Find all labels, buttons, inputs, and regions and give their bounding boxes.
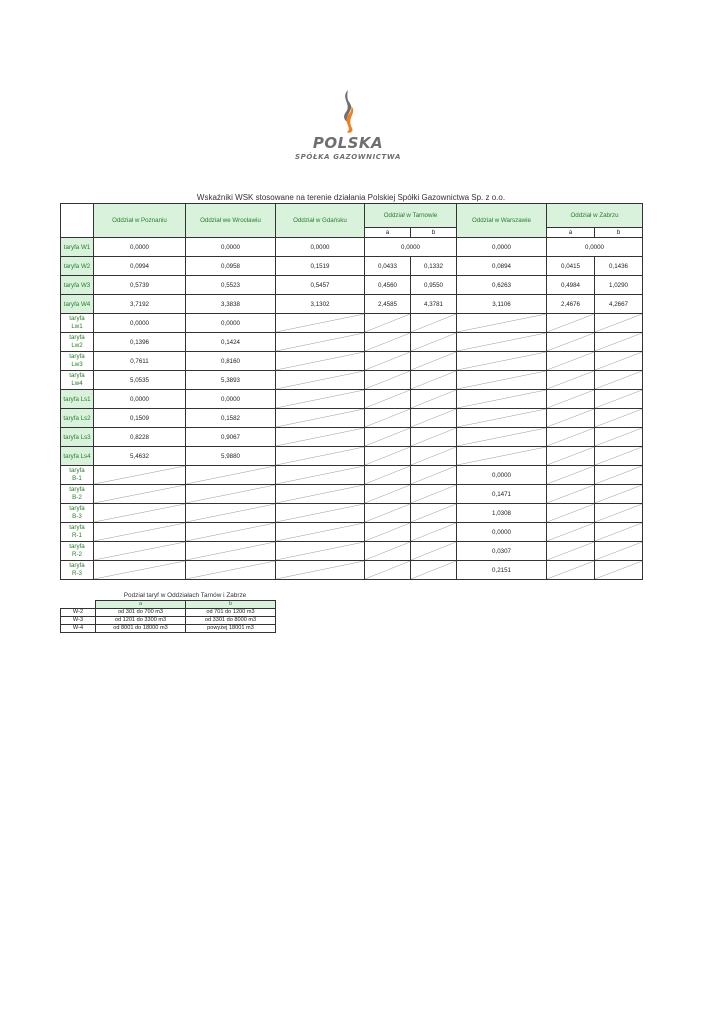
cell-value: 5,0535 — [94, 371, 186, 390]
empty-cell — [365, 409, 411, 428]
empty-cell — [276, 504, 365, 523]
cell-value: 0,0000 — [457, 238, 547, 257]
empty-cell — [94, 504, 186, 523]
table-row — [61, 257, 643, 276]
header-tarnow-b: b — [411, 228, 457, 238]
empty-cell — [365, 333, 411, 352]
cell-value: 5,4632 — [94, 447, 186, 466]
empty-cell — [94, 523, 186, 542]
empty-cell — [411, 314, 457, 333]
cell-value: 0,4984 — [547, 276, 595, 295]
cell-value: 0,1471 — [457, 485, 547, 504]
row-label: taryfa R-2 — [61, 542, 94, 561]
cell-value: 0,5457 — [276, 276, 365, 295]
empty-cell — [547, 428, 595, 447]
empty-cell — [411, 390, 457, 409]
header-poznan: Oddział w Poznaniu — [94, 204, 186, 238]
empty-cell — [595, 542, 643, 561]
empty-cell — [276, 314, 365, 333]
empty-cell — [365, 523, 411, 542]
cell-value: 0,0415 — [547, 257, 595, 276]
empty-cell — [276, 523, 365, 542]
empty-cell — [276, 390, 365, 409]
cell-value: 0,0000 — [94, 238, 186, 257]
cell-value: 0,1519 — [276, 257, 365, 276]
empty-cell — [457, 352, 547, 371]
cell-value: 0,8228 — [94, 428, 186, 447]
empty-cell — [457, 409, 547, 428]
row-label: taryfa B-1 — [61, 466, 94, 485]
empty-cell — [595, 485, 643, 504]
empty-cell — [411, 371, 457, 390]
table-row — [61, 485, 643, 504]
empty-cell — [547, 447, 595, 466]
empty-cell — [457, 314, 547, 333]
empty-cell — [186, 466, 276, 485]
empty-cell — [186, 542, 276, 561]
row-label: taryfa Ls2 — [61, 409, 94, 428]
empty-cell — [186, 485, 276, 504]
cell-value: 0,9067 — [186, 428, 276, 447]
empty-cell — [547, 523, 595, 542]
empty-cell — [276, 561, 365, 580]
table-row — [61, 352, 643, 371]
row-label: W-3 — [61, 617, 96, 625]
header-tarnow-a: a — [365, 228, 411, 238]
cell-value: 0,2151 — [457, 561, 547, 580]
cell-value: 5,3893 — [186, 371, 276, 390]
empty-cell — [94, 542, 186, 561]
empty-cell — [595, 409, 643, 428]
cell-value: 0,0994 — [94, 257, 186, 276]
empty-cell — [411, 447, 457, 466]
cell-value: 0,8160 — [186, 352, 276, 371]
cell-value: 0,0000 — [94, 390, 186, 409]
cell-value: 3,7192 — [94, 295, 186, 314]
cell-value: 3,3838 — [186, 295, 276, 314]
cell-value: 2,4676 — [547, 295, 595, 314]
empty-cell — [186, 523, 276, 542]
empty-cell — [595, 371, 643, 390]
row-label: taryfa Lw2 — [61, 333, 94, 352]
empty-cell — [547, 466, 595, 485]
empty-cell — [595, 447, 643, 466]
empty-cell — [411, 352, 457, 371]
cell-value: 0,0000 — [186, 314, 276, 333]
table-row — [61, 523, 643, 542]
table-row — [61, 371, 643, 390]
cell-value: 0,0307 — [457, 542, 547, 561]
empty-cell — [411, 466, 457, 485]
empty-cell — [365, 371, 411, 390]
empty-cell — [365, 542, 411, 561]
row-label: taryfa W4 — [61, 295, 94, 314]
empty-cell — [457, 428, 547, 447]
row-label: taryfa W1 — [61, 238, 94, 257]
empty-cell — [595, 561, 643, 580]
logo-subtitle: SPÓŁKA GAZOWNICTWA — [295, 153, 401, 161]
table-row — [61, 542, 643, 561]
empty-cell — [365, 428, 411, 447]
header-zabrze-b: b — [595, 228, 643, 238]
empty-cell — [547, 352, 595, 371]
empty-cell — [365, 447, 411, 466]
subtable-corner — [61, 601, 96, 609]
table-row — [61, 447, 643, 466]
table-row — [61, 609, 276, 617]
empty-cell — [94, 466, 186, 485]
table-row — [61, 428, 643, 447]
cell-value: 0,0000 — [186, 390, 276, 409]
cell-value: 1,0308 — [457, 504, 547, 523]
cell-value: 0,0958 — [186, 257, 276, 276]
empty-cell — [411, 485, 457, 504]
empty-cell — [595, 428, 643, 447]
row-label: taryfa Lw3 — [61, 352, 94, 371]
empty-cell — [276, 485, 365, 504]
empty-cell — [411, 523, 457, 542]
empty-cell — [547, 371, 595, 390]
empty-cell — [547, 314, 595, 333]
empty-cell — [595, 523, 643, 542]
subtable-header-b: b — [186, 601, 276, 609]
row-label: taryfa Lw4 — [61, 371, 94, 390]
empty-cell — [595, 333, 643, 352]
row-label: taryfa R-3 — [61, 561, 94, 580]
row-label: taryfa B-2 — [61, 485, 94, 504]
empty-cell — [186, 561, 276, 580]
cell-value: 0,7611 — [94, 352, 186, 371]
cell-value: 0,0000 — [457, 466, 547, 485]
empty-cell — [547, 485, 595, 504]
cell-value: 0,0000 — [547, 238, 643, 257]
empty-cell — [94, 485, 186, 504]
empty-cell — [595, 390, 643, 409]
tariff-split-table — [60, 600, 276, 633]
table-row — [61, 295, 643, 314]
table-row — [61, 333, 643, 352]
row-label: taryfa Ls4 — [61, 447, 94, 466]
row-label: taryfa W2 — [61, 257, 94, 276]
empty-cell — [276, 371, 365, 390]
empty-cell — [276, 352, 365, 371]
cell-value: 0,1582 — [186, 409, 276, 428]
cell-value: 3,1106 — [457, 295, 547, 314]
cell-value: 0,0894 — [457, 257, 547, 276]
table-row — [61, 561, 643, 580]
row-label: taryfa B-3 — [61, 504, 94, 523]
empty-cell — [186, 504, 276, 523]
company-logo — [286, 88, 426, 168]
table-row — [61, 390, 643, 409]
logo-wordmark: POLSKA — [312, 134, 384, 152]
empty-cell — [276, 409, 365, 428]
cell-value: od 8001 do 18000 m3 — [96, 625, 186, 633]
empty-cell — [411, 561, 457, 580]
empty-cell — [365, 390, 411, 409]
cell-value: 4,3781 — [411, 295, 457, 314]
cell-value: 0,6263 — [457, 276, 547, 295]
corner-cell — [61, 204, 94, 238]
row-label: taryfa R-1 — [61, 523, 94, 542]
cell-value: 0,0433 — [365, 257, 411, 276]
header-wroclaw: Oddział we Wrocławiu — [186, 204, 276, 238]
empty-cell — [411, 333, 457, 352]
empty-cell — [276, 542, 365, 561]
cell-value: 0,0000 — [94, 314, 186, 333]
cell-value: 0,9550 — [411, 276, 457, 295]
table-row — [61, 625, 276, 633]
cell-value: od 3301 do 8000 m3 — [186, 617, 276, 625]
empty-cell — [595, 466, 643, 485]
cell-value: 0,1396 — [94, 333, 186, 352]
cell-value: 0,0000 — [186, 238, 276, 257]
table-row — [61, 617, 276, 625]
empty-cell — [365, 485, 411, 504]
empty-cell — [595, 314, 643, 333]
empty-cell — [547, 542, 595, 561]
empty-cell — [457, 447, 547, 466]
empty-cell — [411, 409, 457, 428]
row-label: taryfa Ls3 — [61, 428, 94, 447]
empty-cell — [547, 504, 595, 523]
empty-cell — [547, 561, 595, 580]
empty-cell — [411, 428, 457, 447]
empty-cell — [365, 504, 411, 523]
empty-cell — [411, 542, 457, 561]
row-label: taryfa Ls1 — [61, 390, 94, 409]
row-label: taryfa Lw1 — [61, 314, 94, 333]
subtable-header-a: a — [96, 601, 186, 609]
cell-value: 0,1424 — [186, 333, 276, 352]
empty-cell — [457, 333, 547, 352]
empty-cell — [411, 504, 457, 523]
table-row — [61, 238, 643, 257]
cell-value: 3,1302 — [276, 295, 365, 314]
cell-value: 0,1509 — [94, 409, 186, 428]
empty-cell — [276, 333, 365, 352]
cell-value: od 701 do 1200 m3 — [186, 609, 276, 617]
empty-cell — [276, 428, 365, 447]
empty-cell — [547, 390, 595, 409]
cell-value: 0,5523 — [186, 276, 276, 295]
cell-value: od 1201 do 3300 m3 — [96, 617, 186, 625]
header-tarnow: Oddział w Tarnowie — [365, 204, 457, 228]
empty-cell — [595, 504, 643, 523]
cell-value: 0,1332 — [411, 257, 457, 276]
cell-value: od 301 do 700 m3 — [96, 609, 186, 617]
header-zabrze: Oddział w Zabrzu — [547, 204, 643, 228]
cell-value: 0,0000 — [276, 238, 365, 257]
wsk-table — [60, 203, 643, 580]
table-row — [61, 276, 643, 295]
empty-cell — [365, 561, 411, 580]
table-row — [61, 504, 643, 523]
empty-cell — [547, 409, 595, 428]
page-title: Wskaźniki WSK stosowane na terenie działania Polskiej Spółki Gazownictwa Sp. z o.o. — [196, 193, 506, 202]
empty-cell — [365, 466, 411, 485]
flame-icon — [336, 88, 362, 134]
subtable-title: Podział taryf w Oddziałach Tarnów i Zabrze — [123, 592, 247, 599]
empty-cell — [276, 447, 365, 466]
table-row — [61, 466, 643, 485]
empty-cell — [457, 390, 547, 409]
cell-value: 5,9880 — [186, 447, 276, 466]
empty-cell — [276, 466, 365, 485]
empty-cell — [547, 333, 595, 352]
cell-value: 0,5739 — [94, 276, 186, 295]
cell-value: 0,1436 — [595, 257, 643, 276]
empty-cell — [365, 352, 411, 371]
empty-cell — [457, 371, 547, 390]
cell-value: powyżej 18001 m3 — [186, 625, 276, 633]
row-label: W-4 — [61, 625, 96, 633]
cell-value: 1,0290 — [595, 276, 643, 295]
cell-value: 2,4585 — [365, 295, 411, 314]
cell-value: 4,2667 — [595, 295, 643, 314]
cell-value: 0,4560 — [365, 276, 411, 295]
cell-value: 0,0000 — [457, 523, 547, 542]
cell-value: 0,0000 — [365, 238, 457, 257]
table-row — [61, 314, 643, 333]
header-zabrze-a: a — [547, 228, 595, 238]
empty-cell — [365, 314, 411, 333]
empty-cell — [595, 352, 643, 371]
table-row — [61, 409, 643, 428]
empty-cell — [94, 561, 186, 580]
row-label: taryfa W3 — [61, 276, 94, 295]
header-warszawa: Oddział w Warszawie — [457, 204, 547, 238]
header-gdansk: Oddział w Gdańsku — [276, 204, 365, 238]
row-label: W-2 — [61, 609, 96, 617]
